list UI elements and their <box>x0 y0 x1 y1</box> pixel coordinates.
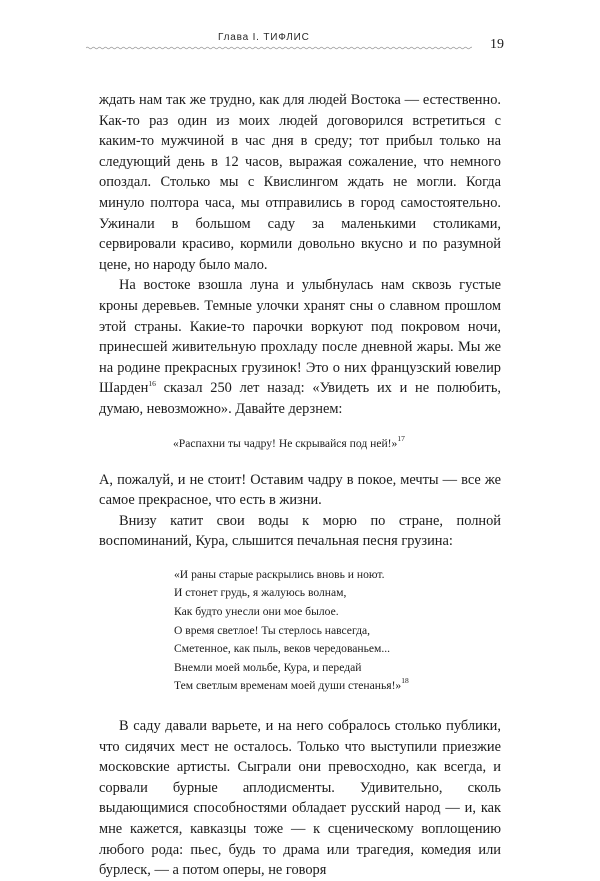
page-number: 19 <box>490 37 504 52</box>
footnote-ref-17: 17 <box>397 433 405 443</box>
main-text <box>99 90 501 881</box>
poem-last-line-text: Тем светлым временам моей души стенанья!» <box>174 679 402 693</box>
chapter-number: Глава I. <box>218 32 260 43</box>
poem-line: Сметенное, как пыль, веков чередованьем... <box>174 642 391 656</box>
paragraph-3: А, пожалуй, и не стоит! Оставим чадру в покое, мечты — все же самое прекрасное, что есть в жизни. <box>99 471 501 509</box>
chapter-title: ТИФЛИС <box>263 32 310 43</box>
header-wavy-rule <box>86 45 472 51</box>
poem-line: И стонет грудь, я жалуюсь волнам, <box>174 586 347 600</box>
footnote-ref-18: 18 <box>401 676 409 686</box>
quote-text: «Распахни ты чадру! Не скрывайся под ней!» <box>173 436 398 450</box>
chapter-heading <box>218 32 310 43</box>
paragraph-1: ждать нам так же трудно, как для людей Востока — естественно. Как-то раз один из моих людей договорился встретиться с каким-то мужчиной в час дня в среду; тот прибыл только на следующий день в 12 часов, выражая сожаление, что немного опоздал. Столько мы с Квислингом ждать не могли. Когда минуло полтора часа, мы отправились в город самостоятельно. Ужинали в большом саду за маленькими столиками, сервировали красиво, кормили довольно вкусно и по разумной цене, но народу было мало. <box>99 92 501 273</box>
paragraph-2 <box>99 275 501 419</box>
poem-last-line <box>174 677 501 696</box>
paragraph-5: В саду давали варьете, и на него собралось столько публики, что сидячих мест не осталось. Только что выступили приезжие московские артисты. Сыграли они превосходно, как всегда, и сорвали бурные аплодисменты. Удивительно, сколь выдающимися способностями обладает русский народ — и, как мне кажется, кавказцы тоже — к сценическому воплощению любого рода: пьес, будь то драма или трагедия, комедия или бурлеск, — а потом оперы, не говоря <box>99 718 501 879</box>
poem-line: «И раны старые раскрылись вновь и ноют. <box>174 567 385 581</box>
poem <box>174 566 501 696</box>
quote-line <box>173 433 501 452</box>
poem-line: Внемли моей мольбе, Кура, и передай <box>174 660 362 674</box>
paragraph-4: Внизу катит свои воды к морю по стране, полной воспоминаний, Кура, слышится печальная песня грузина: <box>99 512 501 550</box>
poem-line: О время светлое! Ты стерлось навсегда, <box>174 623 371 637</box>
poem-line: Как будто унесли они мое былое. <box>174 605 339 619</box>
paragraph-2-text-b: сказал 250 лет назад: «Увидеть их и не полюбить, думаю, невозможно». Давайте дерзнем: <box>99 380 501 417</box>
footnote-ref-16: 16 <box>148 379 156 389</box>
paragraph-2-text-a: На востоке взошла луна и улыбнулась нам сквозь густые кроны деревьев. Темные улочки хранят сны о славном прошлом этой страны. Какие-то парочки воркуют под покровом ночи, принесшей живительную прохладу после дневной жары. Мы же на родине прекрасных грузинок! Это о них французский ювелир Шарден <box>99 277 501 397</box>
running-header <box>0 32 600 56</box>
